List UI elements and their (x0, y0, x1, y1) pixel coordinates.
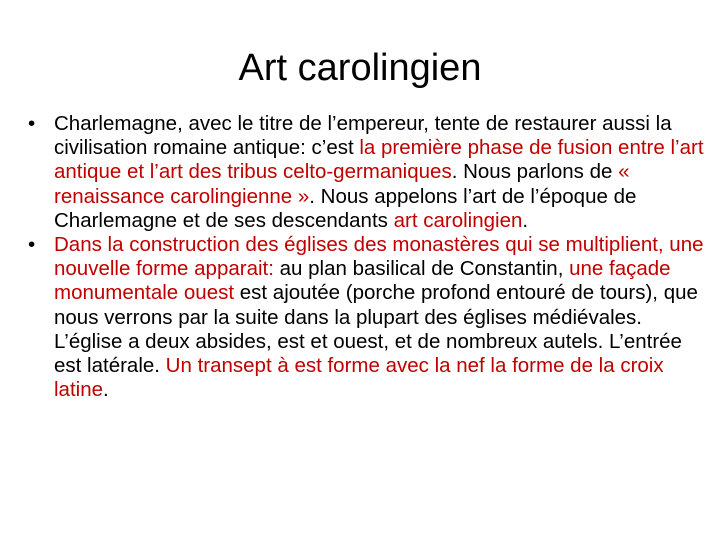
bullet-item (28, 112, 708, 233)
bullet-icon: • (28, 112, 36, 135)
bullet-text-segment-highlight: Un transept à est forme avec la nef la forme de la croix latine (54, 354, 664, 402)
bullet-item (28, 233, 708, 402)
bullet-text-segment-highlight: art carolingien (393, 208, 523, 232)
bullet-text-segment-highlight: la première phase de fusion entre l’art antique et l’art des tribus celto-germaniques (54, 136, 704, 184)
slide-title: Art carolingien (238, 47, 482, 89)
bullet-text-segment: au plan basilical de Constantin, (273, 257, 570, 281)
bullet-text-segment-highlight: une façade monumentale ouest (54, 257, 671, 305)
bullet-text-segment: . Nous parlons de (451, 160, 619, 184)
bullet-text-segment-highlight: « renaissance carolingienne » (54, 160, 630, 208)
bullet-text-segment: Charlemagne, avec le titre de l’empereur, tente de restaurer aussi la civilisation romaine antique: c’est (54, 112, 672, 160)
bullet-text-segment: . (103, 378, 109, 402)
bullet-text-segment: . Nous appelons l’art de l’époque de Charlemagne et de ses descendants (54, 184, 637, 232)
bullet-list (28, 112, 708, 402)
bullet-text-segment-highlight: Dans la construction des églises des monastères qui se multiplient, une nouvelle forme apparait: (54, 233, 704, 281)
bullet-text-segment: est ajoutée (porche profond entouré de tours), que nous verrons par la suite dans la plupart des églises médiévales. L’église a deux absides, est et ouest, et de nombreux autels. L’entrée est latérale. (54, 281, 698, 378)
bullet-text-segment: . (522, 208, 529, 232)
bullet-icon: • (28, 233, 36, 257)
